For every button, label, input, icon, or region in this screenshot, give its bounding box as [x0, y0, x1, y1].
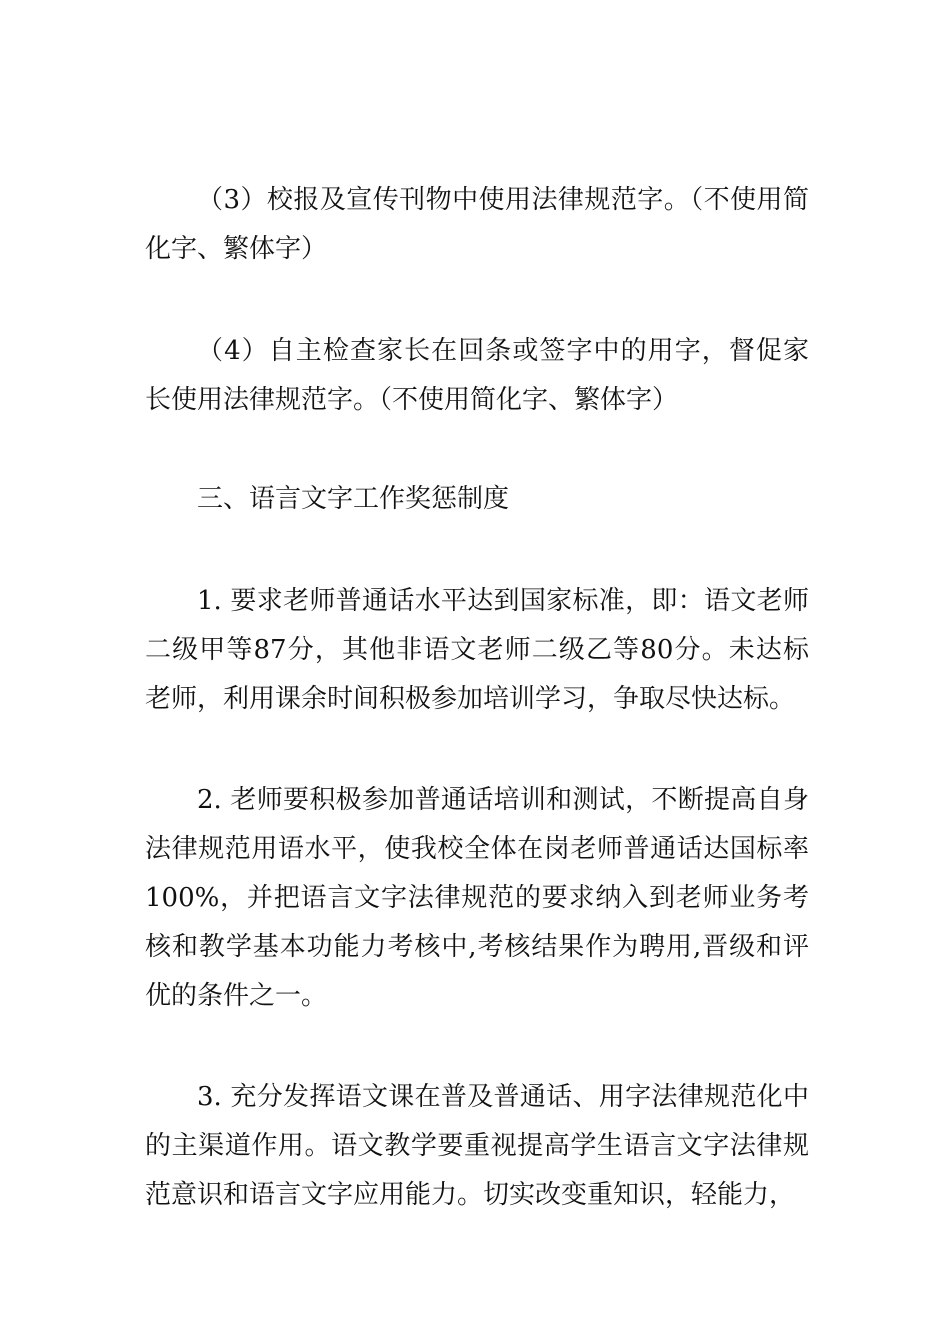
paragraph-item-3: （3）校报及宣传刊物中使用法律规范字。（不使用简化字、繁体字） [145, 185, 809, 264]
section-heading: 三、语言文字工作奖惩制度 [197, 484, 510, 514]
paragraph-rule-3: 3. 充分发挥语文课在普及普通话、用字法律规范化中的主渠道作用。语文教学要重视提高学生语言文字法律规范意识和语言文字应用能力。切实改变重知识，轻能力， [145, 1082, 809, 1210]
paragraph-item-4: （4）自主检查家长在回条或签字中的用字，督促家长使用法律规范字。（不使用简化字、繁体字） [145, 336, 809, 415]
paragraph-rule-1: 1. 要求老师普通话水平达到国家标准，即：语文老师二级甲等87分，其他非语文老师二级乙等80分。未达标老师，利用课余时间积极参加培训学习，争取尽快达标。 [145, 586, 809, 714]
paragraph-rule-2: 2. 老师要积极参加普通话培训和测试，不断提高自身法律规范用语水平，使我校全体在岗老师普通话达国标率100%，并把语言文字法律规范的要求纳入到老师业务考核和教学基本功能力考核中,考核结果作为聘用,晋级和评优的条件之一。 [145, 785, 809, 1011]
